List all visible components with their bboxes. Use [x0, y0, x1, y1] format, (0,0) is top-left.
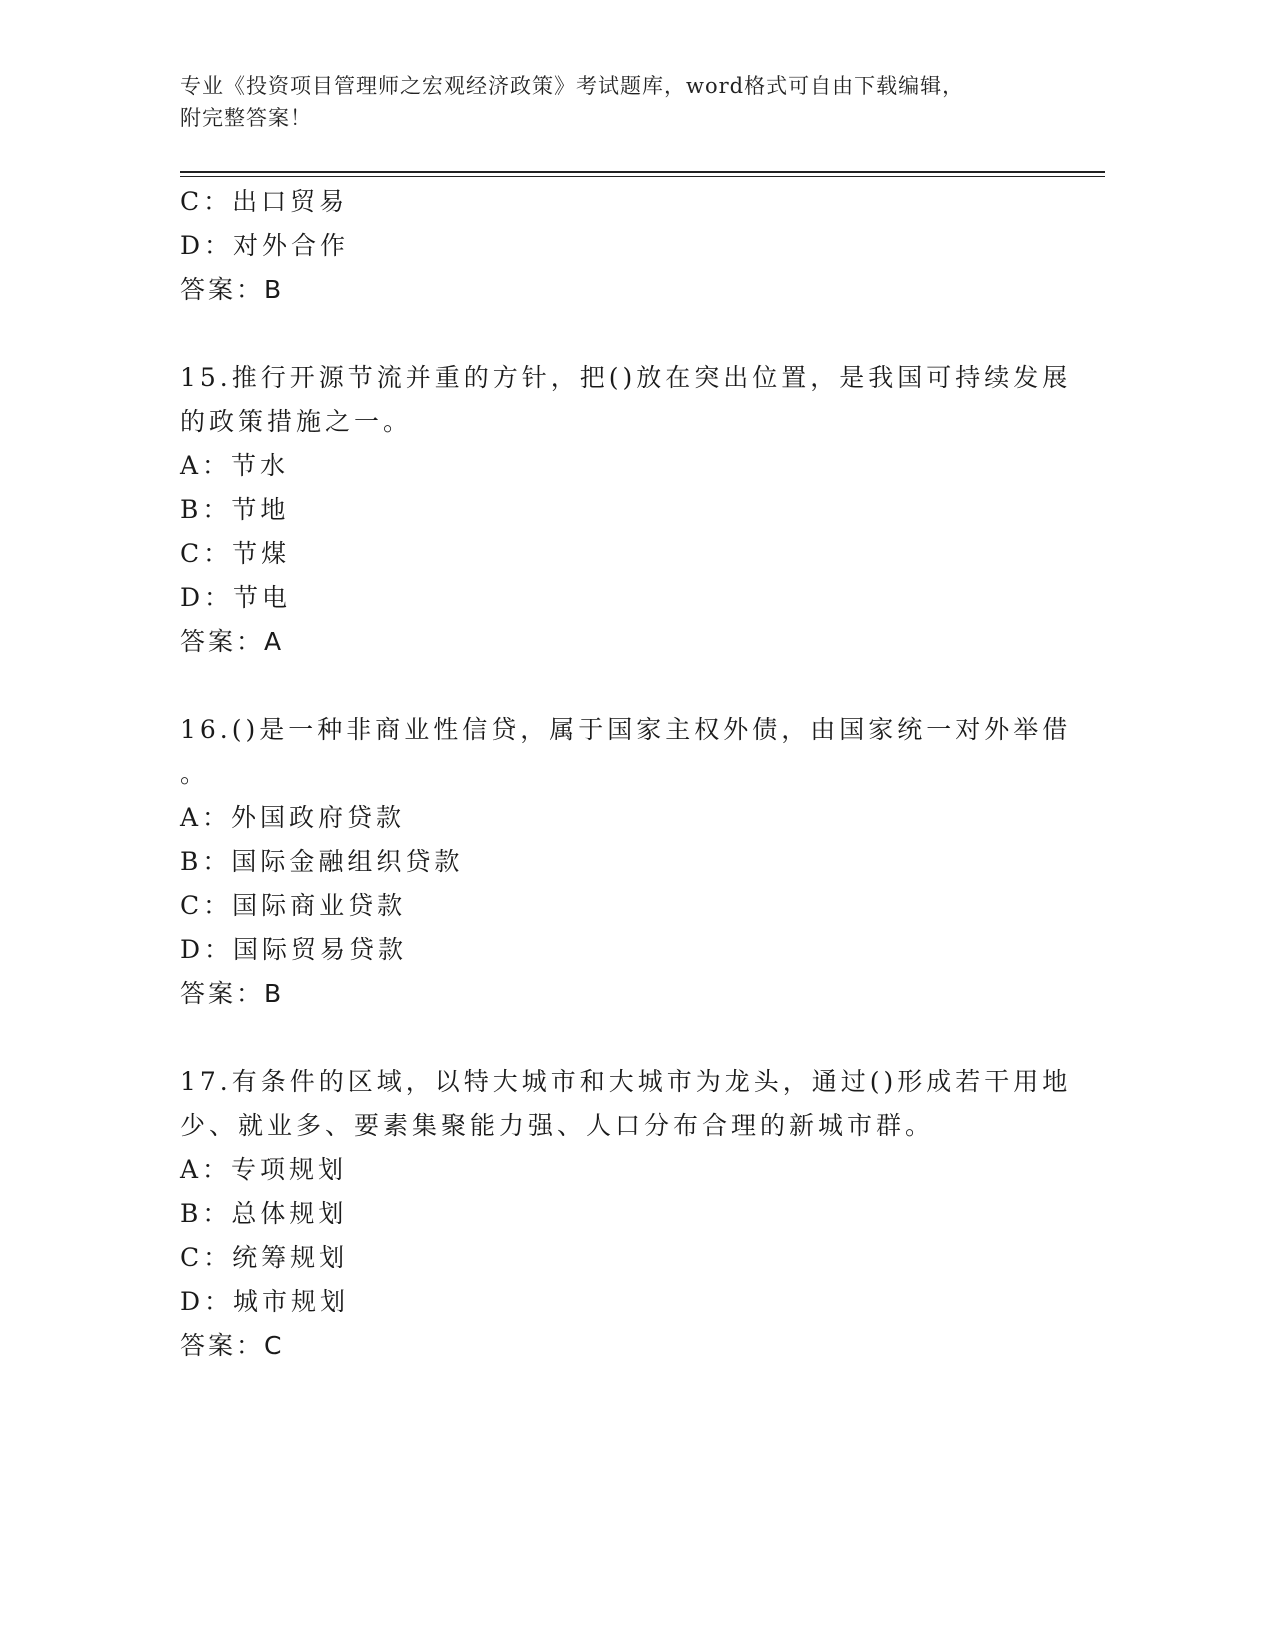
option-a: A：节水	[180, 451, 290, 480]
answer-line: 答案：A	[180, 627, 285, 656]
question-stem: 16.()是一种非商业性信贷，属于国家主权外债，由国家统一对外举借	[180, 715, 1072, 744]
question-15	[180, 356, 1105, 664]
option-b: B：总体规划	[180, 1199, 348, 1228]
option-c: C：统筹规划	[180, 1243, 349, 1272]
option-d: D：对外合作	[180, 231, 350, 260]
question-stem-cont: 少、就业多、要素集聚能力强、人口分布合理的新城市群。	[180, 1111, 935, 1140]
question-14-continuation	[180, 180, 1105, 312]
option-c: C：国际商业贷款	[180, 891, 407, 920]
question-stem: 15.推行开源节流并重的方针，把()放在突出位置，是我国可持续发展	[180, 363, 1072, 392]
spacer	[180, 312, 1105, 356]
option-a: A：外国政府贷款	[180, 803, 406, 832]
question-stem: 17.有条件的区域，以特大城市和大城市为龙头，通过()形成若干用地	[180, 1067, 1072, 1096]
question-list	[180, 180, 1105, 1368]
option-b: B：节地	[180, 495, 290, 524]
option-a: A：专项规划	[180, 1155, 348, 1184]
option-d: D：城市规划	[180, 1287, 350, 1316]
option-d: D：节电	[180, 583, 292, 612]
option-d: D：国际贸易贷款	[180, 935, 408, 964]
option-c: C：出口贸易	[180, 187, 349, 216]
option-b: B：国际金融组织贷款	[180, 847, 464, 876]
answer-line: 答案：B	[180, 275, 285, 304]
spacer	[180, 1016, 1105, 1060]
header-rule-thick	[180, 171, 1105, 173]
option-c: C：节煤	[180, 539, 291, 568]
question-16	[180, 708, 1105, 1016]
spacer	[180, 664, 1105, 708]
question-stem-cont: 。	[180, 759, 210, 788]
document-header	[180, 70, 1105, 134]
header-line-1: 专业《投资项目管理师之宏观经济政策》考试题库，word格式可自由下载编辑，	[180, 74, 965, 98]
header-line-2: 附完整答案！	[180, 106, 312, 130]
header-rule-thin	[180, 176, 1105, 177]
question-stem-cont: 的政策措施之一。	[180, 407, 413, 436]
answer-line: 答案：B	[180, 979, 285, 1008]
question-17	[180, 1060, 1105, 1368]
answer-line: 答案：C	[180, 1331, 285, 1360]
